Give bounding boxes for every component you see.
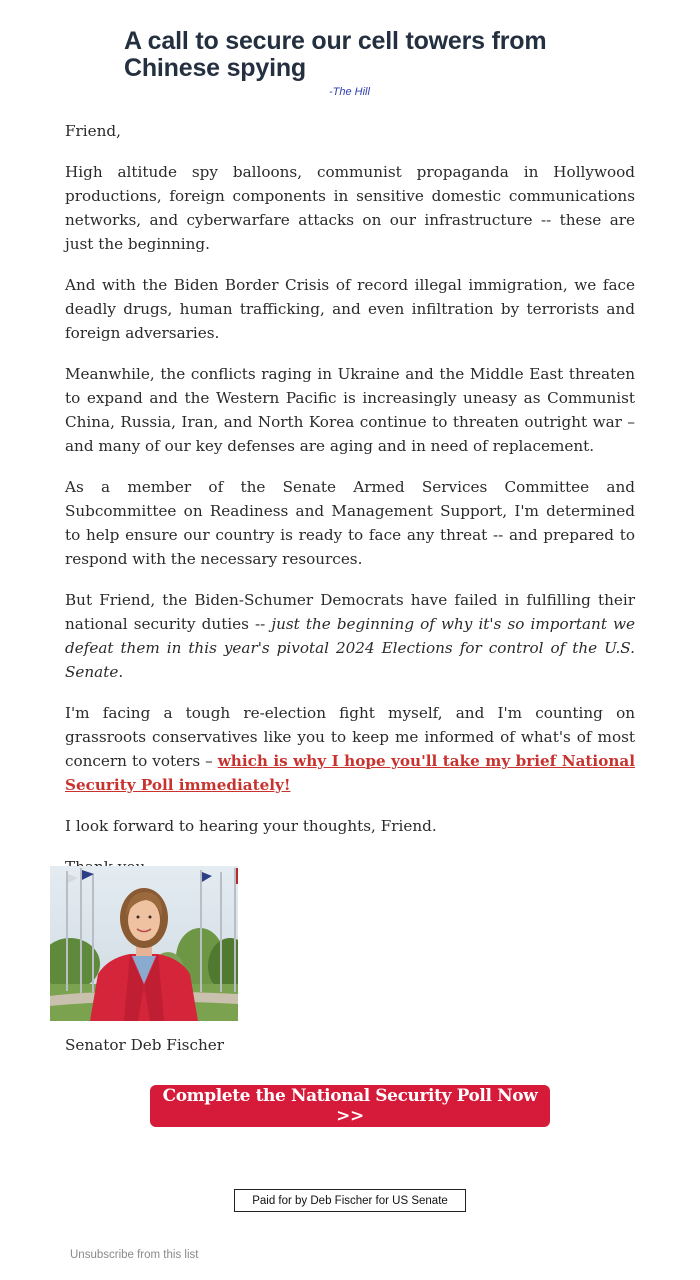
paragraph-2: And with the Biden Border Crisis of record illegal immigration, we face deadly drugs, human trafficking, and even infiltration by terrorists and foreign adversaries. bbox=[65, 276, 635, 342]
greeting: Friend, bbox=[65, 122, 121, 140]
paragraph-3: Meanwhile, the conflicts raging in Ukraine and the Middle East threaten to expand and the Western Pacific is increasingly uneasy as Communist China, Russia, Iran, and North Korea continue to threaten outright war – and many of our key defenses are aging and in need of replacement. bbox=[65, 365, 635, 455]
signature: Senator Deb Fischer bbox=[65, 1036, 225, 1054]
senator-photo bbox=[50, 866, 238, 1021]
headline-source: -The Hill bbox=[329, 86, 370, 98]
headline: A call to secure our cell towers from Chinese spying bbox=[124, 27, 547, 82]
paragraph-1: High altitude spy balloons, communist propaganda in Hollywood productions, foreign components in sensitive domestic communications networks, and cyberwarfare attacks on our infrastructure -- these are just the beginning. bbox=[65, 163, 635, 253]
paragraph-5-italic: just the beginning of why it's so important we defeat them in this year's pivotal 2024 Elections for control of the U.S. Senate. bbox=[65, 615, 635, 681]
letter-body bbox=[65, 119, 635, 896]
paragraph-4: As a member of the Senate Armed Services Committee and Subcommittee on Readiness and Management Support, I'm determined to help ensure our country is ready to face any threat -- and prepared to respond with the necessary resources. bbox=[65, 478, 635, 568]
paid-for-disclaimer: Paid for by Deb Fischer for US Senate bbox=[234, 1189, 466, 1212]
paragraph-5-text: But Friend, the Biden-Schumer Democrats have failed in fulfilling their national security duties -- bbox=[65, 591, 635, 633]
paragraph-5 bbox=[65, 588, 635, 684]
paragraph-6-text: I'm facing a tough re-election fight myself, and I'm counting on grassroots conservatives like you to keep me informed of what's of most concern to voters – bbox=[65, 704, 635, 770]
complete-poll-button[interactable]: Complete the National Security Poll Now >> bbox=[150, 1085, 550, 1127]
poll-link[interactable]: which is why I hope you'll take my brief National Security Poll immediately! bbox=[65, 752, 635, 794]
senator-portrait-image bbox=[50, 866, 238, 1021]
paragraph-7: I look forward to hearing your thoughts, Friend. bbox=[65, 817, 437, 835]
paragraph-6 bbox=[65, 701, 635, 797]
unsubscribe-link[interactable]: Unsubscribe from this list bbox=[70, 1249, 199, 1261]
